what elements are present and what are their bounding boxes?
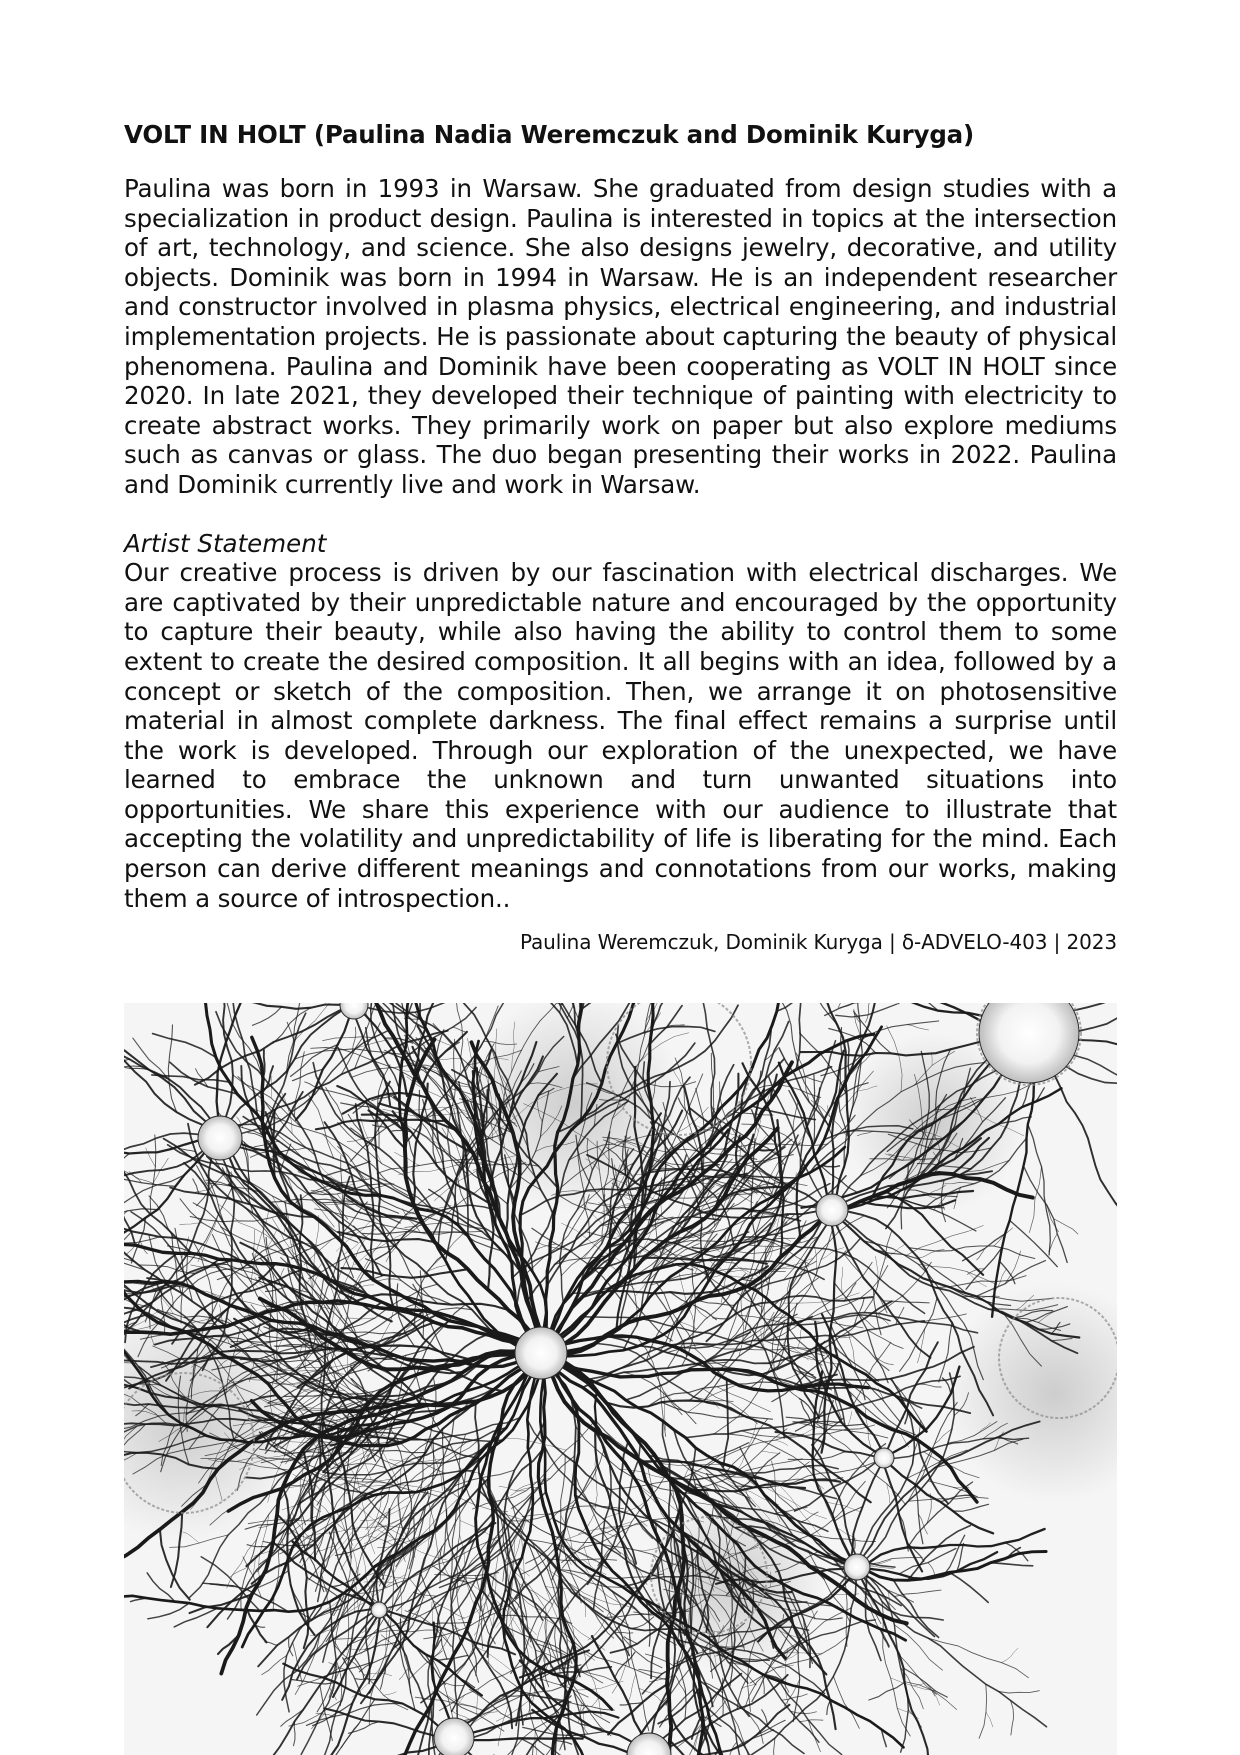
discharge-node — [198, 1116, 242, 1160]
document-page — [124, 118, 1117, 955]
artist-bio: Paulina was born in 1993 in Warsaw. She graduated from design studies with a specialization in product design. Paulina is interested in topics at the intersection of art, technology, and science. She also designs jewelry, decorative, and utility objects. Dominik was born in 1994 in Warsaw. He is an independent researcher and constructor involved in plasma physics, electrical engineering, and industrial implementation projects. He is passionate about capturing the beauty of physical phenomena. Paulina and Dominik have been cooperating as VOLT IN HOLT since 2020. In late 2021, they developed their technique of painting with electricity to create abstract works. They primarily work on paper but also explore mediums such as canvas or glass. The duo began presenting their works in 2022. Paulina and Dominik currently live and work in Warsaw. — [124, 174, 1117, 499]
discharge-branch — [814, 1075, 815, 1144]
discharge-branch — [758, 1149, 773, 1150]
discharge-node — [844, 1554, 870, 1580]
artwork-caption: Paulina Weremczuk, Dominik Kuryga | δ-ADVELO-403 | 2023 — [519, 930, 1117, 955]
discharge-node — [816, 1194, 848, 1226]
document-title: VOLT IN HOLT (Paulina Nadia Weremczuk and Dominik Kuryga) — [124, 120, 975, 149]
discharge-node — [371, 1602, 387, 1618]
electrical-discharge-artwork — [124, 1003, 1117, 1755]
discharge-node — [515, 1327, 567, 1379]
artwork-image — [124, 1003, 1117, 1755]
artist-statement-heading: Artist Statement — [124, 528, 327, 558]
discharge-node — [434, 1718, 474, 1755]
discharge-branch — [419, 1090, 420, 1117]
discharge-node — [874, 1448, 894, 1468]
artist-statement-text: Our creative process is driven by our fascination with electrical discharges. We are captivated by their unpredictable nature and encouraged by the opportunity to capture their beauty, while also having the ability to control them to some extent to create the desired composition. It all begins with an idea, followed by a concept or sketch of the composition. Then, we arrange it on photosensitive material in almost complete darkness. The final effect remains a surprise until the work is developed. Through our exploration of the unexpected, we have learned to embrace the unknown and turn unwanted situations into opportunities. We share this experience with our audience to illustrate that accepting the volatility and unpredictability of life is liberating for the mind. Each person can derive different meanings and connotations from our works, making them a source of introspection.. — [124, 558, 1117, 913]
